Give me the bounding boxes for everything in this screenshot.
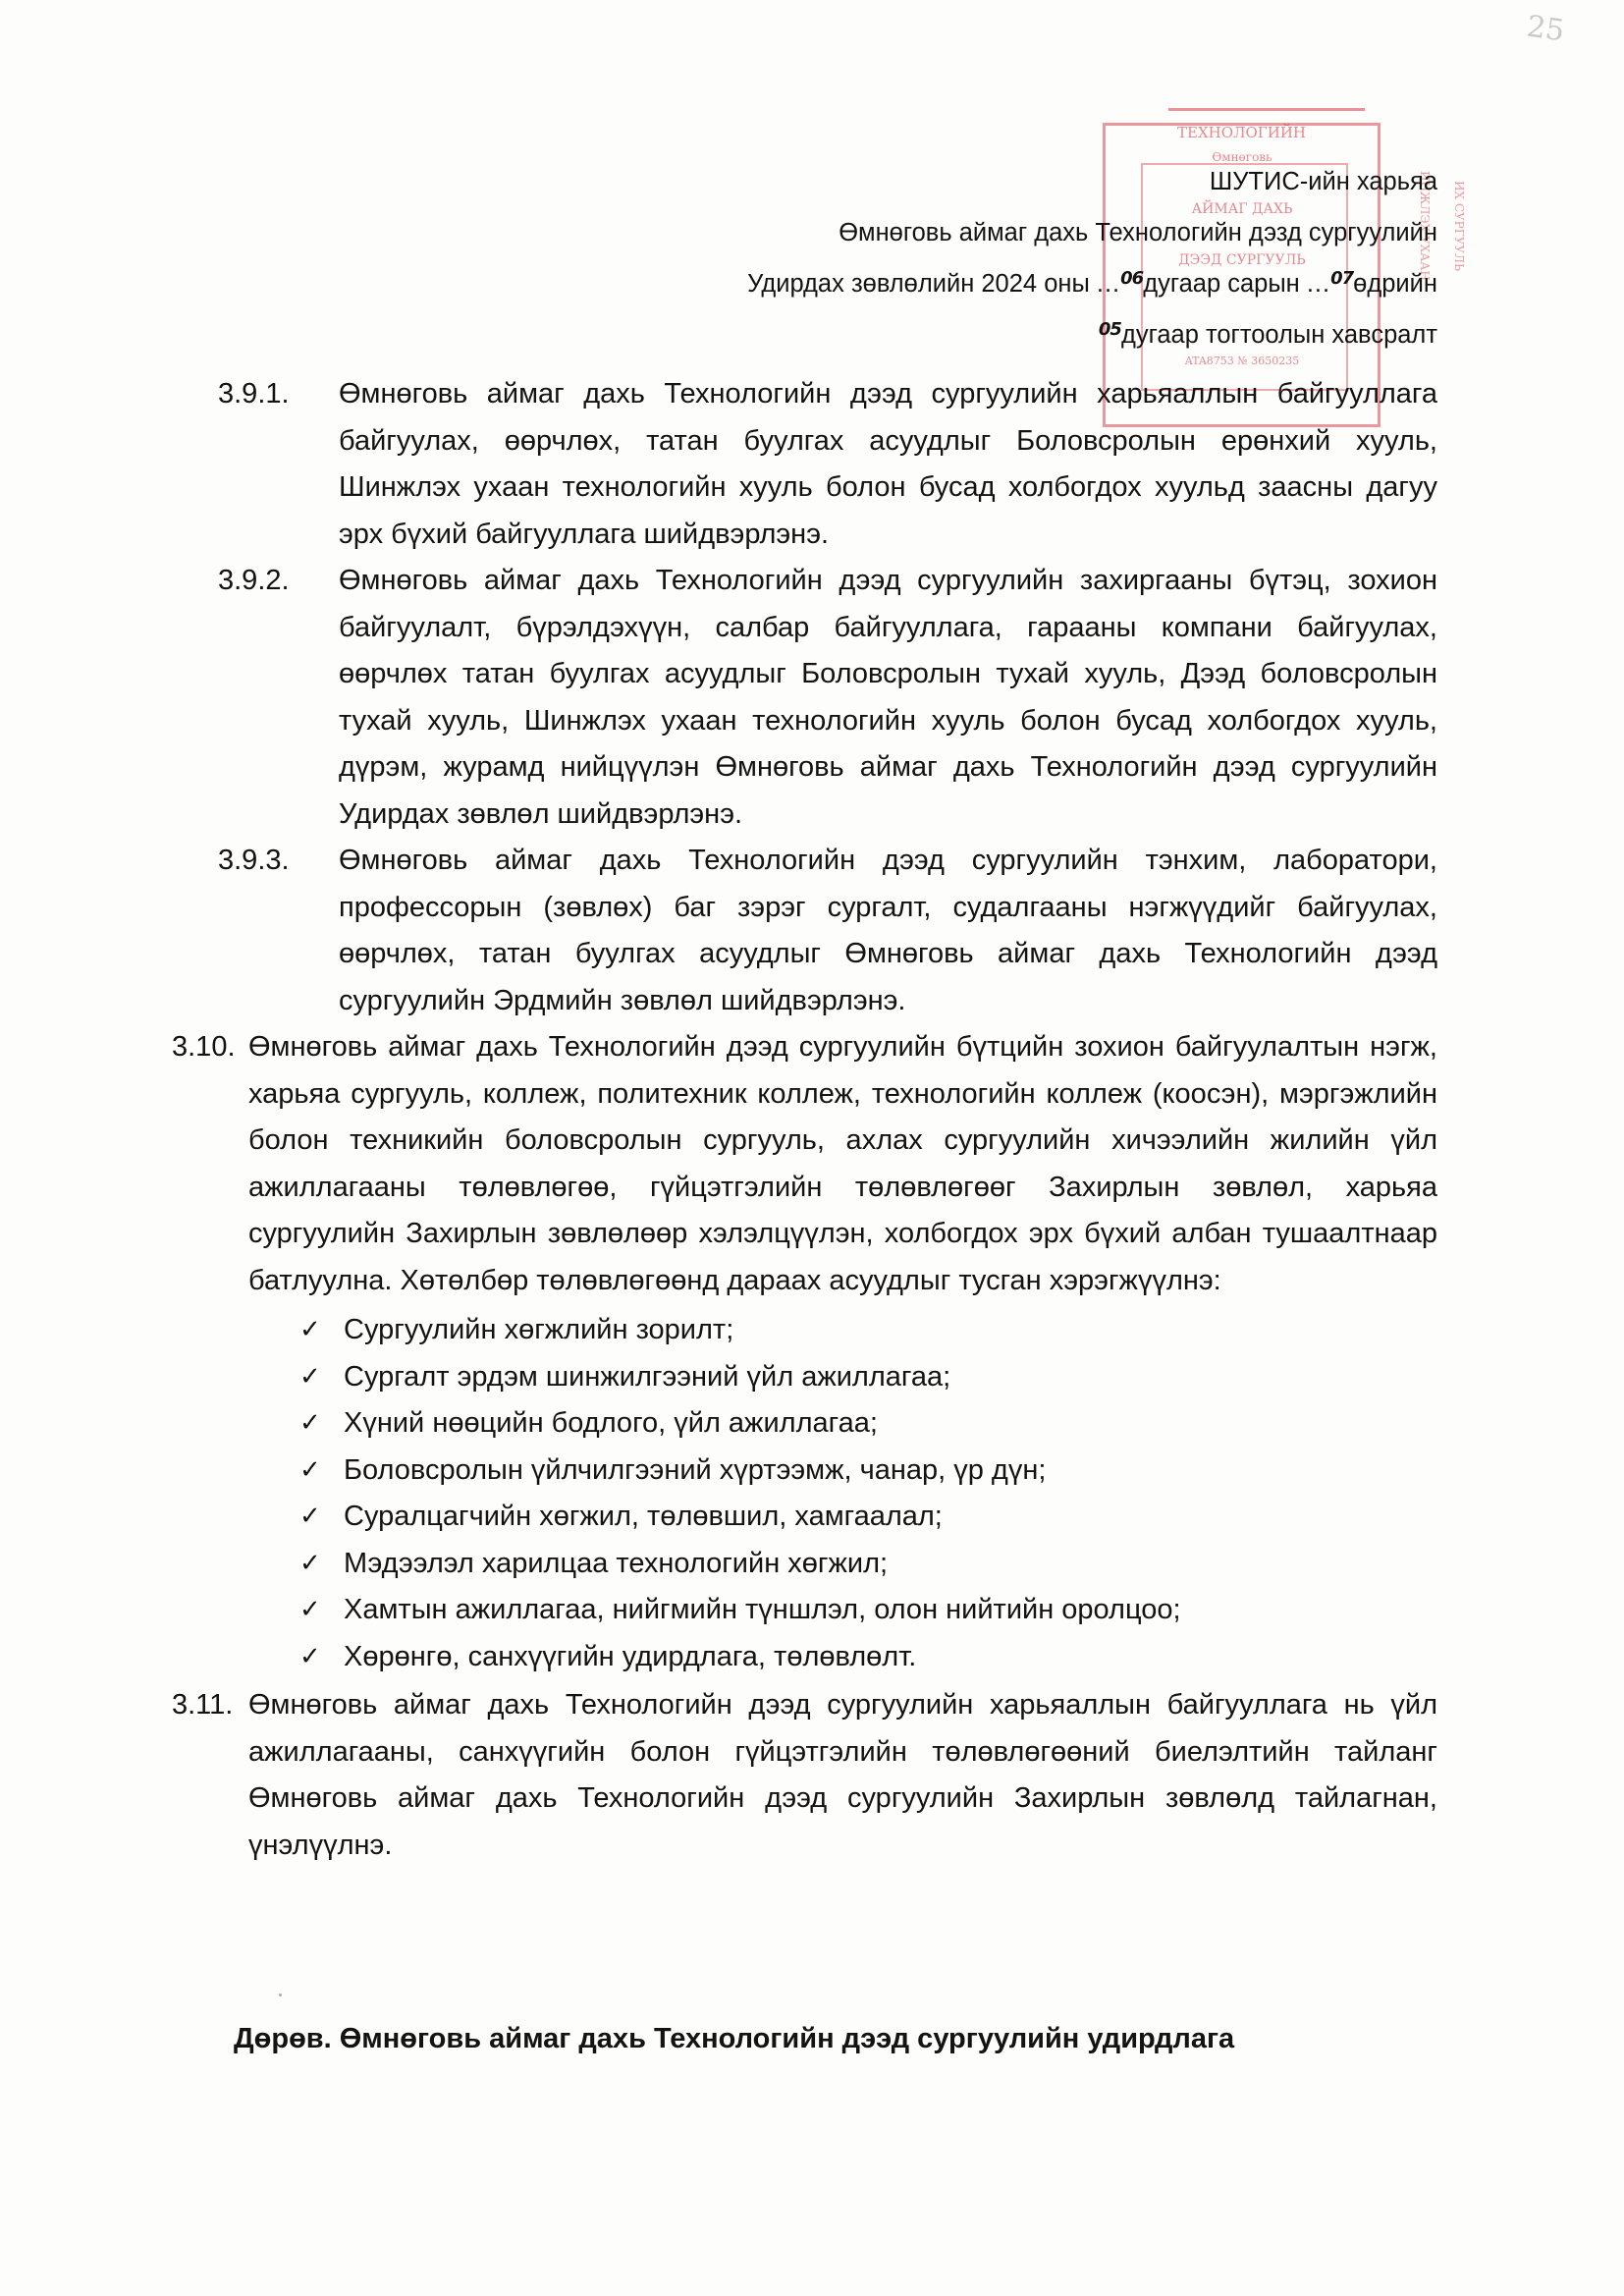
document-header [747,167,1437,350]
clause-3-9-2 [218,558,1437,838]
header-line-2: Өмнөговь аймаг дахь Технологийн дэзд сургуулийн [839,219,1437,246]
stamp-line: ТЕХНОЛОГИЙН [1176,124,1306,141]
checkmark-icon: ✓ [299,1408,321,1438]
clause-text: Өмнөговь аймаг дахь Технологийн дээд сургуулийн бүтцийн зохион байгуулалтын нэгж, харьяа сургууль, коллеж, политехник коллеж, технологийн коллеж (коосэн), мэргэжлийн болон техникийн боловсролын сургууль, ахлах сургуулийн хичээлийн жилийн үйл ажиллагааны төлөвлөгөө, гүйцэтгэлийн төлөвлөгөөг Захирлын зөвлөл, харьяа сургуулийн Захирлын зөвлөлөөр хэлэлцүүлэн, холбогдох эрх бүхий албан тушаалтнаар батлуулна. Хөтөлбөр төлөвлөгөөнд дараах асуудлыг тусган хэрэгжүүлнэ: [248,1031,1437,1296]
checklist-item [299,1307,1624,1354]
clause-text: Өмнөговь аймаг дахь Технологийн дээд сургуулийн харьяаллын байгууллага байгуулах, өөрчлөх, татан буулгах асуудлыг Боловсролын ерөнхий хууль, Шинжлэх ухаан технологийн хууль болон бусад холбогдох хуульд заасны дагуу эрх бүхий байгууллага шийдвэрлэнэ. [339,378,1437,550]
stamp-line: Өмнөговь [1212,150,1272,164]
checklist-item-text: Хөрөнгө, санхүүгийн удирдлага, төлөвлөлт. [344,1640,917,1672]
header-line-1: ШУТИС-ийн харьяа [1209,168,1437,195]
stamp-line: ДЭЭД СУРГУУЛЬ [1178,252,1306,268]
clause-3-11 [172,1682,1437,1869]
checklist-item-text: Боловсролын үйлчилгээний хүртээмж, чанар, үр дүн; [344,1453,1047,1486]
checkmark-icon: ✓ [299,1641,321,1671]
checklist-item [299,1541,1624,1588]
handwritten-day: 07 [1330,268,1354,289]
checklist-item [299,1354,1624,1401]
scan-speck [279,1994,282,1996]
clause-number: 3.9.1. [218,378,290,410]
stamp-vertical-right: ИХ СУРГУУЛЬ [1452,180,1466,272]
checkmark-icon: ✓ [299,1548,321,1578]
clause-text: Өмнөговь аймаг дахь Технологийн дээд сургуулийн захиргааны бүтэц, зохион байгуулалт, бүрэлдэхүүн, салбар байгууллага, гараaны компани байгуулах, өөрчлөх татан буулгах асуудлыг Боловсролын тухай хууль, Дээд боловсролын тухай хууль, Шинжлэх ухаан технологийн хууль болон бусад холбогдох хууль, дүрэм, журамд нийцүүлэн Өмнөговь аймаг дахь Технологийн дээд сургуулийн Удирдах зөвлөл шийдвэрлэнэ. [339,565,1437,830]
handwritten-number: 05 [1098,319,1121,340]
clause-3-10 [172,1024,1437,1304]
checklist-item-text: Хүний нөөцийн бодлого, үйл ажиллагаа; [344,1407,878,1439]
checklist-item [299,1448,1624,1495]
header-line-3-prefix: Удирдах зөвлөлийн 2024 оны [747,270,1090,298]
clause-text: Өмнөговь аймаг дахь Технологийн дээд сургуулийн тэнхим, лаборатори, профессорын (зөвлөх) баг зэрэг сургалт, судалгааны нэгжүүдийг байгуулах, өөрчлөх, татан буулгах асуудлыг Өмнөговь аймаг дахь Технологийн дээд сургуулийн Эрдмийн зөвлөл шийдвэрлэнэ. [339,845,1437,1016]
checklist [299,1307,1624,1680]
clause-number: 3.10. [172,1031,236,1063]
checkmark-icon: ✓ [299,1502,321,1531]
clause-text: Өмнөговь аймаг дахь Технологийн дээд сургуулийн харьяаллын байгууллага нь үйл ажиллагааны, санхүүгийн болон гүйцэтгэлийн төлөвлөгөөний биелэлтийн тайланг Өмнөговь аймаг дахь Технологийн дээд сургуулийн Захирлын зөвлөлд тайлагнан, үнэлүүлнэ. [248,1689,1437,1861]
clause-3-9-1 [218,371,1437,558]
header-line-3 [747,269,1437,299]
checklist-item [299,1587,1624,1634]
document-body [0,371,1624,1869]
placeholder-dots: ... [1096,270,1121,298]
clause-number: 3.11. [172,1689,234,1721]
header-line-3-suffix: өдрийн [1353,270,1437,298]
checklist-item-text: Мэдээлэл харилцаа технологийн хөгжил; [344,1547,889,1579]
clause-3-9-3 [218,838,1437,1024]
stamp-line: ATA8753 № 3650235 [1184,355,1300,367]
header-line-3-mid: дугаар сарын [1143,270,1300,298]
stamp-signature-line [1168,108,1365,111]
clause-number: 3.9.2. [218,565,290,596]
placeholder-dots: ... [1306,270,1331,298]
section-heading: Дөрөв. Өмнөговь аймаг дахь Технологийн дээд сургуулийн удирдлага [234,2023,1235,2054]
checklist-item [299,1634,1624,1681]
checklist-item [299,1400,1624,1448]
checkmark-icon: ✓ [299,1361,321,1392]
stamp-line: АЙМАГ ДАХЬ [1191,201,1293,217]
checkmark-icon: ✓ [299,1595,321,1624]
checklist-item-text: Хамтын ажиллагаа, нийгмийн түншлэл, олон нийтийн оролцоо; [344,1594,1181,1625]
clause-number: 3.9.3. [218,845,290,876]
page-number: 25 [1524,9,1567,49]
checklist-item-text: Сургуулийн хөгжлийн зорилт; [344,1314,734,1345]
checkmark-icon: ✓ [299,1454,321,1485]
checklist-item [299,1494,1624,1541]
stamp-vertical-left: ИНЖЛЭХ УХААН [1418,171,1432,281]
header-line-4 [747,320,1437,350]
checklist-item-text: Сургалт эрдэм шинжилгээний үйл ажиллагаа; [344,1360,951,1393]
checkmark-icon: ✓ [299,1315,321,1344]
checklist-item-text: Суралцагчийн хөгжил, төлөвшил, хамгаалал; [344,1501,943,1532]
handwritten-month: 06 [1120,268,1144,289]
header-line-4-suffix: дугаар тогтоолын хавсралт [1120,321,1437,349]
